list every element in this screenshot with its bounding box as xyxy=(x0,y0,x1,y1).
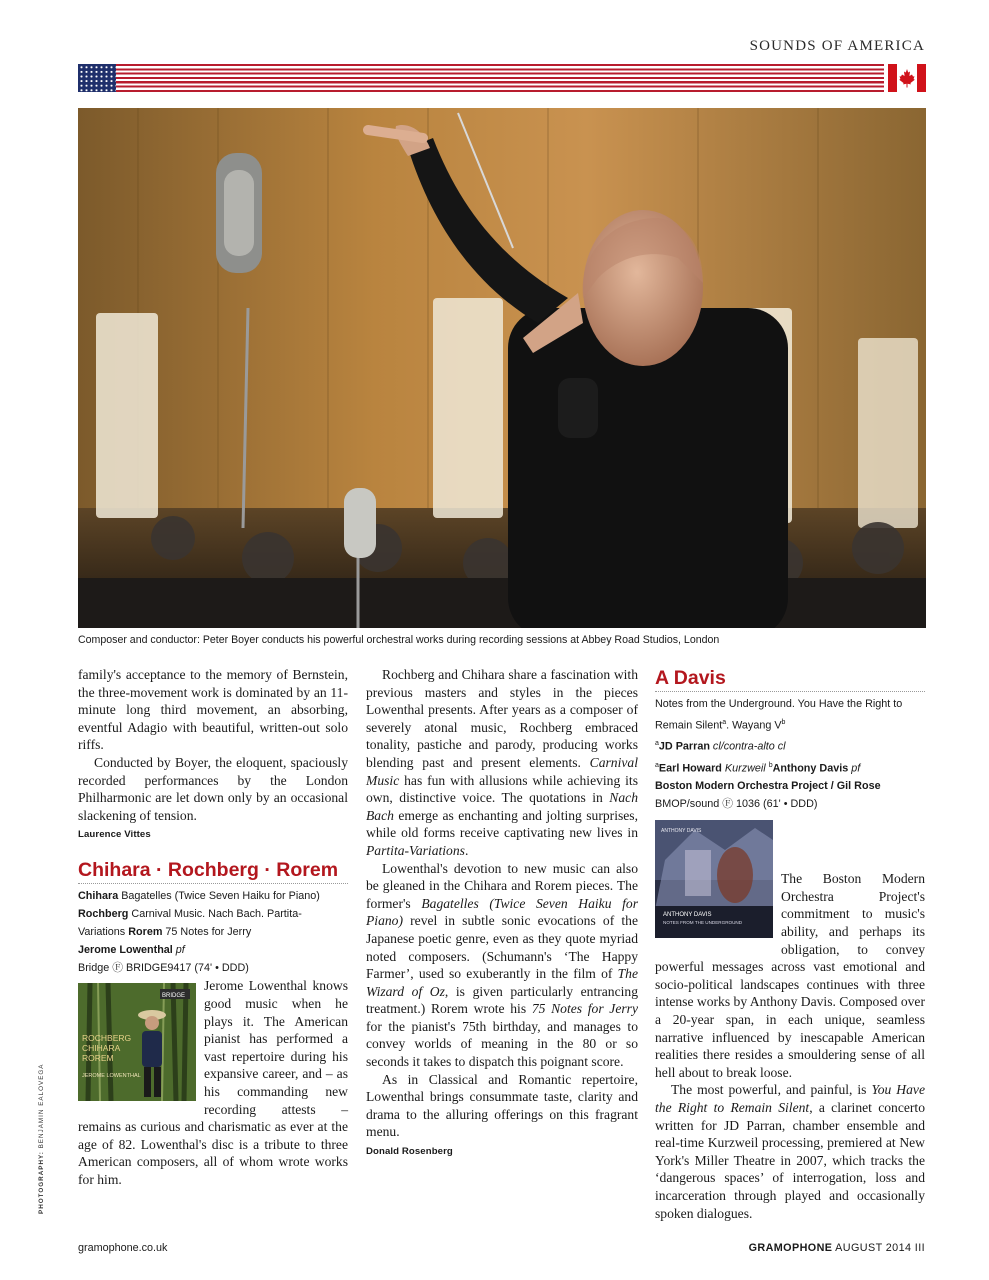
svg-text:CHIHARA: CHIHARA xyxy=(82,1043,121,1054)
album-cover-lowenthal xyxy=(78,983,196,1101)
svg-text:ROCHBERG: ROCHBERG xyxy=(82,1033,132,1044)
footer-website: gramophone.co.uk xyxy=(78,1242,168,1254)
col1-paragraph-1: family's acceptance to the memory of Bernstein, the three-movement work is dominated by an 11-minute long third movement, an absorbing, eventful Adagio with beautiful, written-out solo riffs. xyxy=(78,667,348,753)
section-title: SOUNDS OF AMERICA xyxy=(749,38,925,54)
column-2 xyxy=(366,666,638,1161)
us-flag-stars xyxy=(78,64,116,92)
canada-flag-icon xyxy=(888,64,926,92)
photo-credit: PHOTOGRAPHY: BENJAMIN EALOVEGA xyxy=(38,1063,45,1214)
svg-text:BRIDGE: BRIDGE xyxy=(162,993,186,1000)
column-1 xyxy=(78,666,348,1189)
svg-text:JEROME LOWENTHAL: JEROME LOWENTHAL xyxy=(82,1073,141,1080)
svg-text:NOTES FROM THE UNDERGROUND: NOTES FROM THE UNDERGROUND xyxy=(663,920,743,926)
review-body-chihara: Jerome Lowenthal knows good music when he plays it. The American pianist has performed a vast repertoire during his expansive career, and – as his commanding new recording attests – remains as curious and charismatic as ever at the age of 82. Lowenthal's disc is a tribute to three American composers, all of whom wrote works for him. xyxy=(78,978,348,1187)
col2-paragraph-3: As in Classical and Romantic repertoire, Lowenthal brings consummate taste, clarity and drama to the alluring offerings on this fragrant menu. xyxy=(366,1071,638,1140)
review-heading-davis: A Davis xyxy=(655,666,925,692)
conductor-photo xyxy=(78,108,926,628)
col2-paragraph-1: Rochberg and Chihara share a fascination with previous masters and styles in the pieces Lowenthal presents. After years as a composer of severely atonal music, Rochberg embraced tonality, pastiche and parody, producing works blending past and present elements. Carnival Music has fun with allusions while achieving its own, distinctive voice. The quotations in Nach Bach emerge as enchanting and jolting surprises, while old forms receive captivating new lives in Partita-Variations. xyxy=(366,667,638,858)
review-details-davis: Notes from the Underground. You Have the Right to Remain Silent$^a$. Wayang $V^b$ $^a$JD Parran cl/contra-alto cl $^a$Earl Howard Kurzweil $^b$Anthony Davis pf Boston Modern Orchestra Project / Gil Rose BMOP/sound Ⓕ 1036 (61' • DDD) xyxy=(655,698,903,811)
flag-banner xyxy=(78,64,926,92)
us-flag-stripes xyxy=(116,64,884,92)
column-3 xyxy=(655,666,925,1222)
review-body-davis-2: The most powerful, and painful, is You Have the Right to Remain Silent, a clarinet concerto written for JD Parran, chamber ensemble and real-time Kurzweil processing, premiered at New York's Miller Theatre in 2007, which tracks the ‘dangerous spaces’ of interrogation, loss and incarceration through played and occasionally spoken dialogues. xyxy=(655,1082,925,1221)
reviewer-byline: Donald Rosenberg xyxy=(366,1146,453,1158)
reviewer-byline: Laurence Vittes xyxy=(78,829,151,841)
album-cover-davis xyxy=(655,820,773,938)
svg-text:ROREM: ROREM xyxy=(82,1053,114,1064)
review-heading-chihara: Chihara · Rochberg · Rorem xyxy=(78,858,348,884)
svg-text:ANTHONY DAVIS: ANTHONY DAVIS xyxy=(661,828,702,835)
review-details-chihara: Chihara Bagatelles (Twice Seven Haiku for Piano) Rochberg Carnival Music. Nach Bach. Partita-Variations Rorem 75 Notes for Jerry Jerome Lowenthal pf Bridge Ⓕ BRIDGE9417 (74' • DDD) xyxy=(78,889,320,974)
col2-paragraph-2: Lowenthal's devotion to new music can also be gleaned in the Chihara and Rorem pieces. The former's Bagatelles (Twice Seven Haiku for Piano) revel in subtle sonic evocations of the Japanese poetic genre, even as they quote myriad noted composers. (Schumann's ‘The Happy Farmer’, used so exuberantly in the film of The Wizard of Oz, is given particularly entrancing treatment.) Rorem wrote his 75 Notes for Jerry for the pianist's 75th birthday, and manages to convey worlds of meaning in the 80 or so seconds it takes to dispatch this poignant score. xyxy=(366,860,639,1070)
photo-caption: Composer and conductor: Peter Boyer conducts his powerful orchestral works during recording sessions at Abbey Road Studios, London xyxy=(78,634,720,646)
col1-paragraph-2: Conducted by Boyer, the eloquent, spaciously recorded performances by the London Philharmonic are let down only by an occasional slackening of tension. xyxy=(78,754,348,823)
svg-text:ANTHONY DAVIS: ANTHONY DAVIS xyxy=(663,912,712,919)
review-body-davis-1: The Boston Modern Orchestra Project's commitment to music's ability, and perhaps its obligation, to convey powerful messages across vast emotional and socio-political landscapes continues with three intense works by Anthony Davis. Composed over a 20-year span, in each unique, seamless narrative influenced by inescapable American realities there resides a smouldering sense of all hell about to break loose. xyxy=(655,871,925,1080)
footer-issue: GRAMOPHONE AUGUST 2014 III xyxy=(748,1242,925,1254)
